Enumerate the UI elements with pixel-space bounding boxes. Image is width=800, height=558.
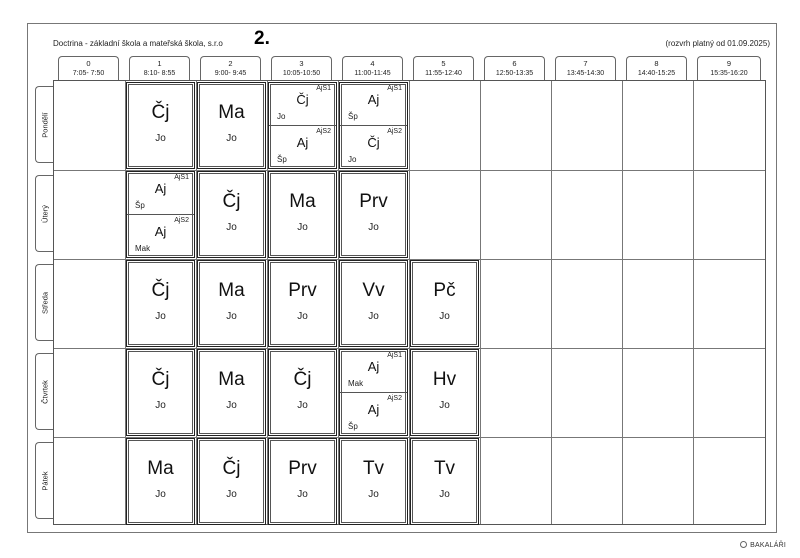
lesson-teacher: Jo [368, 489, 379, 500]
lesson-teacher: Šp [348, 422, 358, 431]
lesson-teacher: Jo [155, 400, 166, 411]
group-label: AjS1 [174, 174, 189, 181]
timetable-grid [53, 80, 766, 525]
logo-text: BAKALÁŘI [750, 542, 786, 549]
period-time: 11:00-11:45 [354, 70, 391, 77]
period-number: 8 [654, 59, 659, 68]
group-half-1 [340, 350, 407, 393]
period-header-3 [271, 56, 332, 80]
lesson-teacher: Jo [348, 155, 357, 164]
period-header-7 [555, 56, 616, 80]
group-label: AjS1 [387, 85, 402, 92]
period-header-1 [129, 56, 190, 80]
period-header-5 [413, 56, 474, 80]
lesson-teacher: Jo [226, 222, 237, 233]
lesson-subject: Aj [367, 92, 380, 107]
day-header [35, 442, 53, 519]
lesson-cell[interactable] [126, 349, 195, 436]
logo-icon [740, 541, 747, 548]
grid-column-line [480, 81, 481, 524]
split-lesson-cell[interactable] [339, 349, 408, 436]
period-time: 10:05-10:50 [282, 70, 321, 77]
lesson-subject: Tv [433, 458, 456, 479]
group-half-1 [340, 83, 407, 126]
lesson-cell[interactable] [410, 260, 479, 347]
lesson-teacher: Jo [297, 311, 308, 322]
day-header [35, 175, 53, 252]
day-label: Středa [40, 291, 49, 314]
lesson-cell[interactable] [126, 260, 195, 347]
lesson-cell[interactable] [197, 260, 266, 347]
group-label: AjS2 [316, 128, 331, 135]
lesson-cell[interactable] [410, 438, 479, 525]
lesson-subject: Čj [222, 458, 241, 479]
validity-note: (rozvrh platný od 01.09.2025) [665, 39, 770, 48]
lesson-cell[interactable] [126, 82, 195, 169]
period-number: 6 [512, 59, 517, 68]
period-header-4 [342, 56, 403, 80]
lesson-subject: Aj [296, 135, 309, 150]
lesson-teacher: Jo [277, 112, 286, 121]
period-header-8 [626, 56, 687, 80]
lesson-subject: Ma [218, 280, 245, 301]
lesson-teacher: Šp [135, 201, 145, 210]
group-half-2 [340, 126, 407, 170]
period-time: 15:35-16:20 [710, 70, 748, 77]
lesson-cell[interactable] [197, 438, 266, 525]
lesson-cell[interactable] [339, 438, 408, 525]
lesson-subject: Prv [288, 458, 317, 479]
group-label: AjS1 [387, 352, 402, 359]
lesson-cell[interactable] [268, 438, 337, 525]
period-time: 12:50-13:35 [495, 70, 534, 77]
period-header-9 [697, 56, 761, 80]
lesson-subject: Aj [154, 224, 167, 239]
lesson-teacher: Jo [155, 311, 166, 322]
day-header [35, 353, 53, 430]
period-number: 1 [157, 59, 162, 68]
lesson-subject: Ma [289, 191, 316, 212]
lesson-cell[interactable] [126, 438, 195, 525]
group-half-1 [269, 83, 336, 126]
lesson-subject: Ma [218, 369, 245, 390]
day-label: Čtvrtek [40, 379, 49, 404]
lesson-cell[interactable] [197, 349, 266, 436]
lesson-teacher: Mak [348, 379, 364, 388]
split-lesson-cell[interactable] [268, 82, 337, 169]
lesson-subject: Ma [218, 102, 245, 123]
group-label: AjS2 [174, 217, 189, 224]
period-time: 9:00- 9:45 [214, 70, 247, 77]
lesson-subject: Prv [359, 191, 388, 212]
lesson-teacher: Jo [439, 489, 450, 500]
period-number: 3 [299, 59, 304, 68]
group-half-2 [269, 126, 336, 170]
lesson-teacher: Jo [439, 311, 450, 322]
day-header [35, 264, 53, 341]
lesson-teacher: Jo [297, 489, 308, 500]
lesson-cell[interactable] [268, 260, 337, 347]
lesson-subject: Čj [151, 280, 170, 301]
lesson-subject: Aj [154, 181, 167, 196]
lesson-cell[interactable] [339, 171, 408, 258]
period-time: 11:55-12:40 [425, 70, 462, 77]
period-header-2 [200, 56, 261, 80]
period-number: 5 [441, 59, 446, 68]
day-label: Úterý [40, 204, 49, 223]
lesson-cell[interactable] [339, 260, 408, 347]
period-number: 9 [726, 59, 732, 68]
lesson-subject: Ma [147, 458, 174, 479]
lesson-subject: Vv [362, 280, 385, 301]
lesson-teacher: Jo [368, 311, 379, 322]
lesson-subject: Aj [367, 402, 380, 417]
lesson-subject: Čj [367, 135, 380, 150]
group-label: AjS2 [387, 128, 402, 135]
period-number: 0 [86, 59, 91, 68]
group-half-1 [127, 172, 194, 215]
lesson-teacher: Šp [277, 155, 287, 164]
period-time: 14:40-15:25 [637, 70, 676, 77]
lesson-teacher: Jo [155, 489, 166, 500]
group-label: AjS1 [316, 85, 331, 92]
group-half-2 [340, 393, 407, 437]
lesson-subject: Čj [296, 92, 309, 107]
lesson-subject: Čj [151, 102, 170, 123]
period-time: 8:10- 8:55 [143, 70, 176, 77]
lesson-teacher: Jo [226, 489, 237, 500]
period-number: 2 [228, 59, 233, 68]
lesson-teacher: Jo [297, 222, 308, 233]
day-label: Pondělí [40, 111, 49, 138]
lesson-teacher: Jo [226, 311, 237, 322]
period-number: 7 [583, 59, 588, 68]
lesson-teacher: Jo [297, 400, 308, 411]
day-label: Pátek [40, 470, 49, 491]
group-label: AjS2 [387, 395, 402, 402]
split-lesson-cell[interactable] [126, 171, 195, 258]
group-half-2 [127, 215, 194, 259]
lesson-cell[interactable] [268, 171, 337, 258]
lesson-subject: Čj [293, 369, 312, 390]
class-name: 2. [254, 28, 270, 49]
lesson-teacher: Jo [439, 400, 450, 411]
lesson-subject: Hv [432, 369, 457, 390]
period-time: 13:45-14:30 [566, 70, 605, 77]
period-time: 7:05- 7:50 [72, 70, 105, 77]
bakalari-logo [740, 541, 786, 549]
lesson-subject: Aj [367, 359, 380, 374]
lesson-subject: Tv [362, 458, 385, 479]
lesson-cell[interactable] [268, 349, 337, 436]
lesson-cell[interactable] [410, 349, 479, 436]
lesson-teacher: Jo [226, 133, 237, 144]
lesson-subject: Čj [222, 191, 241, 212]
period-header-6 [484, 56, 545, 80]
lesson-teacher: Šp [348, 112, 358, 121]
school-name: Doctrina - základní škola a mateřská škola, s.r.o [53, 39, 223, 48]
period-number: 4 [370, 59, 375, 68]
split-lesson-cell[interactable] [339, 82, 408, 169]
grid-column-line [693, 81, 694, 524]
lesson-subject: Prv [288, 280, 317, 301]
day-header [35, 86, 53, 163]
grid-column-line [551, 81, 552, 524]
lesson-subject: Pč [433, 280, 456, 301]
lesson-subject: Čj [151, 369, 170, 390]
lesson-teacher: Jo [368, 222, 379, 233]
lesson-teacher: Mak [135, 244, 151, 253]
lesson-teacher: Jo [226, 400, 237, 411]
lesson-cell[interactable] [197, 171, 266, 258]
period-header-0 [58, 56, 119, 80]
grid-column-line [622, 81, 623, 524]
lesson-teacher: Jo [155, 133, 166, 144]
lesson-cell[interactable] [197, 82, 266, 169]
